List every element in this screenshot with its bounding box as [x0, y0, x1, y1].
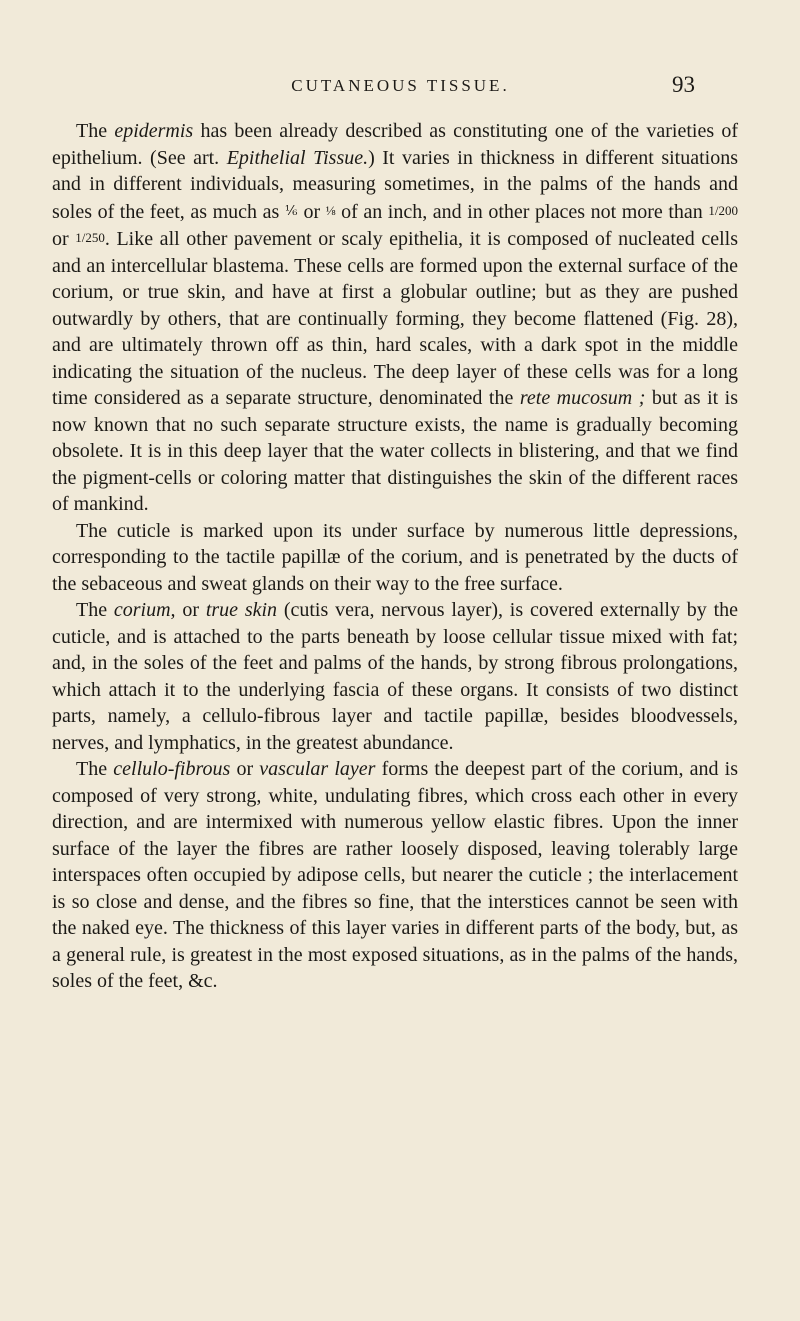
- paragraph-cellulo-fibrous: The cellulo-fibrous or vascular layer forms the deepest part of the corium, and is composed of very strong, white, undulating fibres, which cross each other in every direction, and are intermixed with numerous yellow elastic fibres. Upon the inner surface of the layer the fibres are rather loosely disposed, leaving tolerably large interspaces often occupied by adipose cells, but nearer the cuticle ; the interlacement is so close and dense, and the fibres so fine, that the interstices cannot be seen with the naked eye. The thickness of this layer varies in different parts of the body, but, as a general rule, is greatest in the most exposed situations, as in the palms of the hands, soles of the feet, &c.: [52, 758, 738, 992]
- fraction: ⅙: [284, 202, 298, 218]
- paragraph-cuticle: The cuticle is marked upon its under surface by numerous little depressions, corresponding to the tactile papillæ of the corium, and is penetrated by the ducts of the sebaceous and sweat glands on their way to the free surface.: [52, 519, 738, 595]
- page-header: [118, 70, 695, 100]
- fraction: 1/250: [75, 230, 105, 245]
- fraction: ⅛: [325, 202, 336, 218]
- paragraph-epidermis: The epidermis has been already described as constituting one of the varieties of epithelium. (See art. Epithelial Tissue.) It varies in thickness in different situations and in different individuals, measuring sometimes, in the palms of the hands and soles of the feet, as much as ⅙ or ⅛ of an inch, and in other places not more than 1/200 or 1/250. Like all other pavement or scaly epithelia, it is composed of nucleated cells and an intercellular blastema. These cells are formed upon the external surface of the corium, or true skin, and have at first a globular outline; but as they are pushed outwardly by others, that are continually forming, they become flattened (Fig. 28), and are ultimately thrown off as thin, hard scales, with a dark spot in the middle indicating the situation of the nucleus. The deep layer of these cells was for a long time considered as a separate structure, denominated the rete mucosum ; but as it is now known that no such separate structure exists, the name is gradually becoming obsolete. It is in this deep layer that the water collects in blistering, and that we find the pigment-cells or coloring matter that distinguishes the skin of the different races of mankind.: [52, 120, 739, 515]
- body-text: [52, 118, 738, 995]
- running-title: CUTANEOUS TISSUE.: [291, 76, 510, 95]
- paragraph-corium: The corium, or true skin (cutis vera, nervous layer), is covered externally by the cuticle, and is attached to the parts beneath by loose cellular tissue mixed with fat; and, in the soles of the feet and palms of the hands, by strong fibrous prolongations, which attach it to the underlying fascia of these organs. It consists of two distinct parts, namely, a cellulo-fibrous layer and tactile papillæ, besides bloodvessels, nerves, and lymphatics, in the greatest abundance.: [52, 599, 738, 754]
- fraction: 1/200: [708, 202, 738, 218]
- page-number: 93: [672, 72, 695, 97]
